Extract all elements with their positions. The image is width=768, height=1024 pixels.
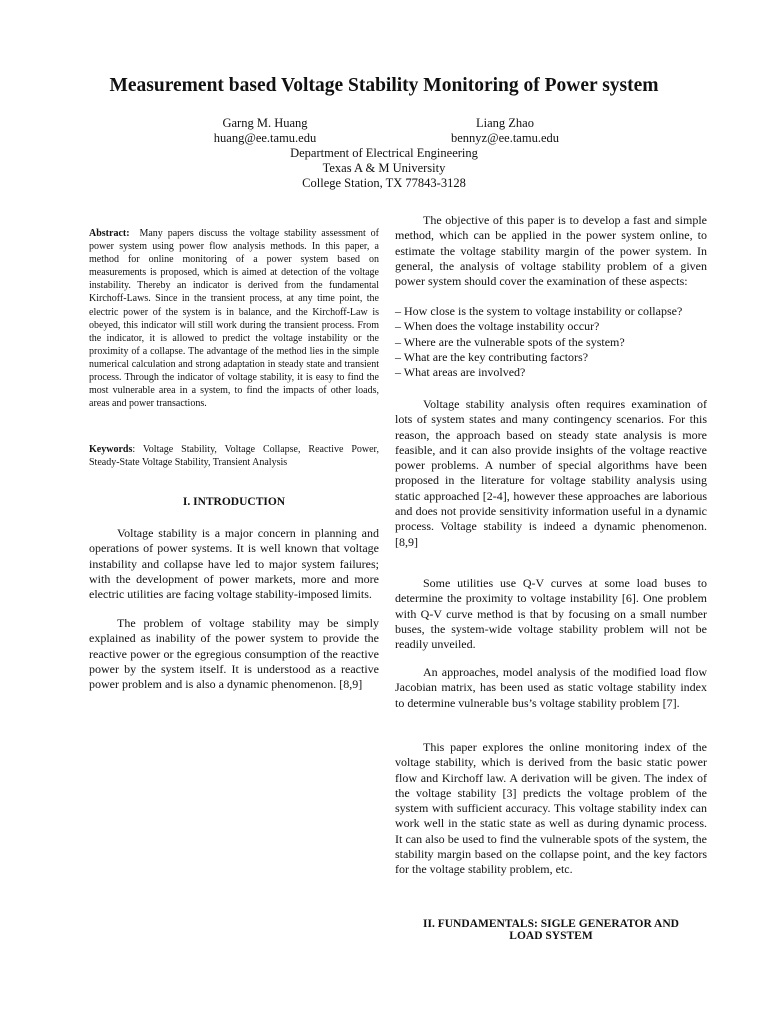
- analysis-paragraph: Voltage stability analysis often requires examination of lots of system states and many contingency scenarios. For this reason, the approach based on steady state analysis is more feasible, and it can also provide insights of the voltage reactive power problems. A number of special algorithms have been proposed in the literature for voltage stability analysis using static approached [2-4], however these approaches are laborious and does not provide sensitivity information useful in a dynamic process. Voltage stability is indeed a dynamic phenomenon. [8,9]: [395, 397, 707, 549]
- affiliation-city: College Station, TX 77843-3128: [302, 176, 466, 190]
- abstract-paragraph: [89, 227, 379, 410]
- paper-title: Measurement based Voltage Stability Monitoring of Power system: [109, 75, 659, 96]
- fundamentals-heading-line-2: LOAD SYSTEM: [509, 930, 593, 942]
- keywords-text: : Voltage Stability, Voltage Collapse, Reactive Power, Steady-State Voltage Stability, Transient Analysis: [89, 444, 379, 469]
- aspects-list-item: – Where are the vulnerable spots of the system?: [395, 334, 625, 349]
- author-2-email: bennyz@ee.tamu.edu: [451, 131, 559, 145]
- affiliation-univ: Texas A & M University: [322, 161, 446, 175]
- author-1-name: Garng M. Huang: [222, 116, 308, 130]
- keywords-label: Keywords: [89, 444, 133, 455]
- abstract-label: Abstract:: [89, 228, 130, 239]
- author-2-name: Liang Zhao: [476, 116, 534, 130]
- jacobian-paragraph: An approaches, model analysis of the modified load flow Jacobian matrix, has been used as static voltage stability index to determine vulnerable bus’s voltage stability problem [7].: [395, 665, 707, 710]
- fundamentals-heading: [395, 918, 707, 942]
- intro-heading: I. INTRODUCTION: [182, 496, 286, 508]
- aspects-list-item: – What are the key contributing factors?: [395, 349, 589, 364]
- abstract-text: Many papers discuss the voltage stability assessment of power system using power flow analysis methods. In this paper, a method for online monitoring of a power system based on measurements is proposed, which is aimed at detection of the voltage instability. Thereby an indicator is derived from the fundamental Kirchoff-Laws. Since in the transient process, at any time point, the electric power of the system is in balance, and the Kirchoff-Law is obeyed, this indicator will still work during the transient process. From the indicator, it is allowed to predict the voltage instability or the proximity of a collapse. The advantage of the method lies in the simple numerical calculation and strong adaptation in steady state and transient process. Through the indicator of voltage stability, it is easy to find the most vulnerable area in a system, to find the impacts of other loads, areas and power transactions.: [89, 228, 379, 410]
- intro-paragraph-1: Voltage stability is a major concern in planning and operations of power systems. It is well known that voltage instability and collapse have led to major system failures; with the development of power markets, more and more electric utilities are facing voltage stability-imposed limits.: [89, 526, 379, 602]
- fundamentals-heading-line-1: II. FUNDAMENTALS: SIGLE GENERATOR AND: [423, 918, 679, 930]
- keywords-paragraph: [89, 443, 379, 469]
- affiliation: [184, 146, 584, 191]
- objective-paragraph: The objective of this paper is to develop a fast and simple method, which can be applied in the power system online, to estimate the voltage stability margin of the power system. In general, the analysis of voltage stability problem of a given power system should cover the examination of these aspects:: [395, 213, 707, 289]
- affiliation-dept: Department of Electrical Engineering: [290, 146, 478, 160]
- intro-paragraph-2: The problem of voltage stability may be simply explained as inability of the power system to provide the reactive power or the egregious consumption of the reactive power by the system itself. It is understood as a reactive power problem and is also a dynamic phenomenon. [8,9]: [89, 616, 379, 692]
- aspects-list-item: – How close is the system to voltage instability or collapse?: [395, 304, 683, 318]
- index-paragraph: This paper explores the online monitoring index of the voltage stability, which is derived from the basic static power flow and Kirchoff law. A derivation will be given. The index of the voltage stability [3] predicts the voltage problem of the system with sufficient accuracy. This voltage stability index can work well in the static state as well as during dynamic process. It can also be used to find the vulnerable spots of the system, the stability margin based on the collapse point, and the key factors for the voltage stability problem, etc.: [395, 740, 707, 877]
- author-1: [150, 116, 380, 146]
- aspects-list-item: – What areas are involved?: [395, 365, 526, 380]
- aspects-list-item: – When does the voltage instability occur?: [395, 319, 600, 334]
- author-2: [390, 116, 620, 146]
- qv-curve-paragraph: Some utilities use Q-V curves at some load buses to determine the proximity to voltage instability [6]. One problem with Q-V curve method is that by focusing on a small number buses, the system-wide voltage stability problem will not be readily unveiled.: [395, 576, 707, 652]
- author-1-email: huang@ee.tamu.edu: [213, 131, 317, 145]
- aspects-list: [395, 304, 707, 380]
